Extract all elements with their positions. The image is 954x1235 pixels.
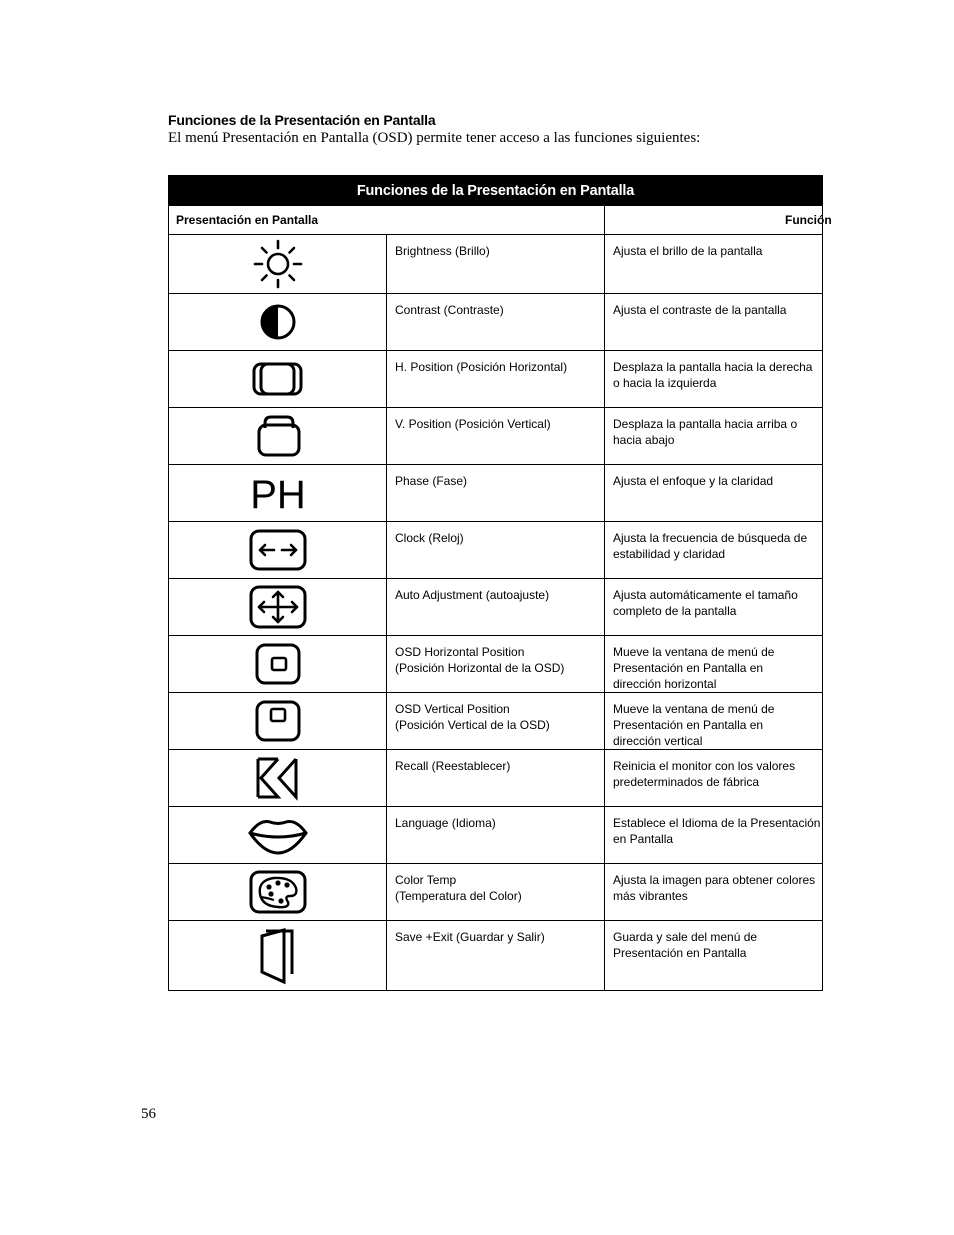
icon-cell [169,235,387,294]
row-name: Recall (Reestablecer) [387,750,605,807]
page-number: 56 [141,1106,156,1122]
table-row [169,408,823,465]
language-icon [246,813,310,857]
table-row [169,235,823,294]
table-row [169,636,823,693]
icon-cell [169,864,387,921]
osd-h-position-icon [252,640,304,688]
row-name: Auto Adjustment (autoajuste) [387,579,605,636]
table-row [169,750,823,807]
icon-cell [169,921,387,991]
table-row [169,693,823,750]
row-name: Clock (Reloj) [387,522,605,579]
row-function: Ajusta el contraste de la pantalla [605,294,823,351]
row-function: Ajusta el enfoque y la claridad [605,465,823,522]
column-header-function: Función [605,206,823,235]
table-row [169,807,823,864]
h-position-icon [250,357,306,401]
v-position-icon [252,412,304,460]
row-name: Color Temp (Temperatura del Color) [387,864,605,921]
intro-paragraph: El menú Presentación en Pantalla (OSD) permite tener acceso a las funciones siguientes: [168,130,701,146]
icon-cell [169,750,387,807]
row-function: Mueve la ventana de menú de Presentación en Pantalla en dirección horizontal [605,636,823,693]
phase-icon [248,471,308,515]
row-function: Reinicia el monitor con los valores predeterminados de fábrica [605,750,823,807]
table-row [169,465,823,522]
contrast-icon [256,300,300,344]
row-function: Desplaza la pantalla hacia la derecha o hacia la izquierda [605,351,823,408]
osd-v-position-icon [252,697,304,745]
row-name: Save +Exit (Guardar y Salir) [387,921,605,991]
table-row [169,351,823,408]
row-function: Establece el Idioma de la Presentación en Pantalla [605,807,823,864]
row-name: Brightness (Brillo) [387,235,605,294]
recall-icon [252,754,304,802]
icon-cell [169,807,387,864]
icon-cell [169,351,387,408]
row-function: Ajusta la imagen para obtener colores más vibrantes [605,864,823,921]
brightness-icon [252,238,304,290]
table-row [169,864,823,921]
row-name: H. Position (Posición Horizontal) [387,351,605,408]
icon-cell [169,294,387,351]
table-row [169,294,823,351]
icon-cell [169,408,387,465]
row-name: Phase (Fase) [387,465,605,522]
save-exit-icon [254,926,302,986]
icon-cell [169,522,387,579]
table-title-row [169,176,823,206]
icon-cell [169,579,387,636]
table-header-row [169,206,823,235]
section-heading: Funciones de la Presentación en Pantalla [168,112,436,128]
row-function: Desplaza la pantalla hacia arriba o hacia abajo [605,408,823,465]
row-name: Language (Idioma) [387,807,605,864]
clock-icon [248,527,308,573]
svg-text:PH: PH [249,473,306,515]
table-row [169,579,823,636]
row-name: OSD Horizontal Position (Posición Horizontal de la OSD) [387,636,605,693]
table-title: Funciones de la Presentación en Pantalla [169,176,823,206]
row-function: Ajusta el brillo de la pantalla [605,235,823,294]
icon-cell [169,636,387,693]
row-function: Ajusta la frecuencia de búsqueda de estabilidad y claridad [605,522,823,579]
row-name: V. Position (Posición Vertical) [387,408,605,465]
row-function: Ajusta automáticamente el tamaño completo de la pantalla [605,579,823,636]
table-row [169,522,823,579]
table-row [169,921,823,991]
auto-adjust-icon [248,583,308,631]
osd-functions-table [168,175,832,991]
row-name: Contrast (Contraste) [387,294,605,351]
color-temp-icon [248,868,308,916]
column-header-osd: Presentación en Pantalla [169,206,605,235]
row-function: Guarda y sale del menú de Presentación en Pantalla [605,921,823,991]
row-function: Mueve la ventana de menú de Presentación en Pantalla en dirección vertical [605,693,823,750]
icon-cell [169,693,387,750]
row-name: OSD Vertical Position (Posición Vertical de la OSD) [387,693,605,750]
icon-cell [169,465,387,522]
